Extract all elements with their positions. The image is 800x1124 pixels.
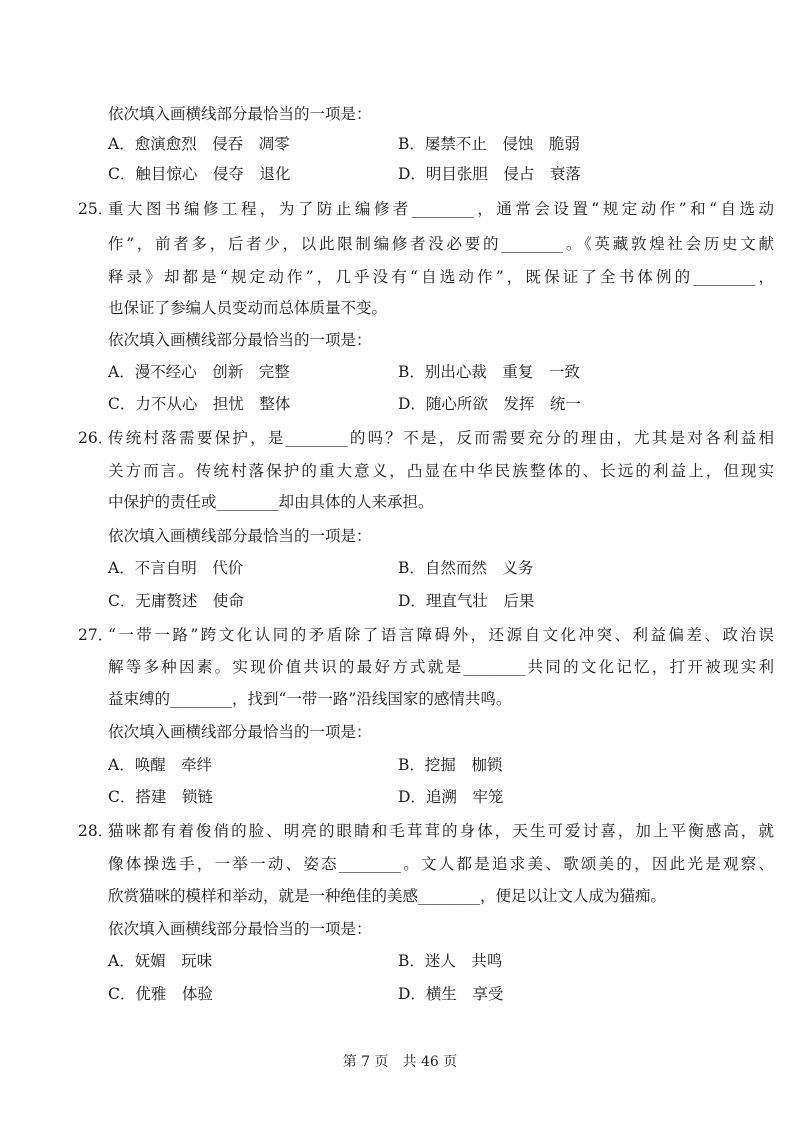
q27-option-a: A．唤醒 牵绊 (108, 756, 213, 774)
q28-option-b: B．迷人 共鸣 (398, 952, 503, 970)
page-footer: 第 7 页 共 46 页 (342, 1054, 458, 1070)
q26-option-b: B．自然而然 义务 (398, 559, 534, 577)
q28-option-d: D．横生 享受 (398, 985, 504, 1003)
q26-option-a: A．不言自明 代价 (108, 559, 244, 577)
q26-line-1: 传统村落需要保护，是________的吗？不是，反而需要充分的理由，尤其是对各利益相 (108, 429, 774, 447)
q25-prompt: 依次填入画横线部分最恰当的一项是： (108, 331, 372, 349)
q25-option-b: B．别出心裁 重复 一致 (398, 363, 580, 381)
q28-line-2: 像体操选手，一举一动、姿态________。文人都是追求美、歌颂美的，因此光是观察、 (108, 855, 774, 873)
q25-number: 25． (78, 200, 114, 218)
q27-line-3: 益束缚的________，找到“一带一路”沿线国家的感情共鸣。 (108, 690, 512, 708)
q28-number: 28． (78, 822, 114, 840)
q26-option-d: D．理直气壮 后果 (398, 592, 535, 610)
q26-line-2: 关方而言。传统村落保护的重大意义，凸显在中华民族整体的、长远的利益上，但现实 (108, 462, 774, 480)
q28-option-c: C．优雅 体验 (108, 985, 213, 1003)
q26-line-3: 中保护的责任或________却由具体的人来承担。 (108, 493, 434, 511)
q25-line-1: 重大图书编修工程，为了防止编修者________，通常会设置“规定动作”和“自选动 (108, 200, 774, 218)
q26-prompt: 依次填入画横线部分最恰当的一项是： (108, 527, 372, 545)
q28-prompt: 依次填入画横线部分最恰当的一项是： (108, 920, 372, 938)
q24-option-c: C．触目惊心 侵夺 退化 (108, 165, 291, 183)
q27-option-b: B．挖掘 枷锁 (398, 756, 503, 774)
q25-option-d: D．随心所欲 发挥 统一 (398, 395, 581, 413)
q27-prompt: 依次填入画横线部分最恰当的一项是： (108, 723, 372, 741)
q26-option-c: C．无庸赘述 使命 (108, 592, 244, 610)
q28-option-a: A．妩媚 玩味 (108, 952, 213, 970)
q28-line-3: 欣赏猫咪的模样和举动，就是一种绝佳的美感________，便足以让文人成为猫痴。 (108, 887, 667, 905)
q27-line-2: 解等多种因素。实现价值共识的最好方式就是________共同的文化记忆，打开被现实利 (108, 658, 774, 676)
q27-line-1: “一带一路”跨文化认同的矛盾除了语言障碍外，还源自文化冲突、利益偏差、政治误 (108, 626, 774, 644)
q24-option-d: D．明目张胆 侵占 衰落 (398, 165, 581, 183)
q27-option-c: C．搭建 锁链 (108, 788, 213, 806)
q25-line-2: 作”，前者多，后者少，以此限制编修者没必要的________。《英藏敦煌社会历史文献 (108, 235, 774, 253)
q24-prompt: 依次填入画横线部分最恰当的一项是： (108, 105, 372, 123)
q25-option-c: C．力不从心 担忧 整体 (108, 395, 291, 413)
q25-option-a: A．漫不经心 创新 完整 (108, 363, 290, 381)
q25-line-4: 也保证了参编人员变动而总体质量不变。 (108, 299, 388, 317)
q26-number: 26． (78, 429, 114, 447)
q28-line-1: 猫咪都有着俊俏的脸、明亮的眼睛和毛茸茸的身体，天生可爱讨喜，加上平衡感高，就 (108, 822, 774, 840)
q24-option-a: A．愈演愈烈 侵吞 凋零 (108, 135, 290, 153)
q25-line-3: 释录》却都是“规定动作”，几乎没有“自选动作”，既保证了全书体例的________， (108, 268, 774, 286)
q27-number: 27． (78, 626, 114, 644)
q24-option-b: B．屡禁不止 侵蚀 脆弱 (398, 135, 580, 153)
q27-option-d: D．追溯 牢笼 (398, 788, 504, 806)
